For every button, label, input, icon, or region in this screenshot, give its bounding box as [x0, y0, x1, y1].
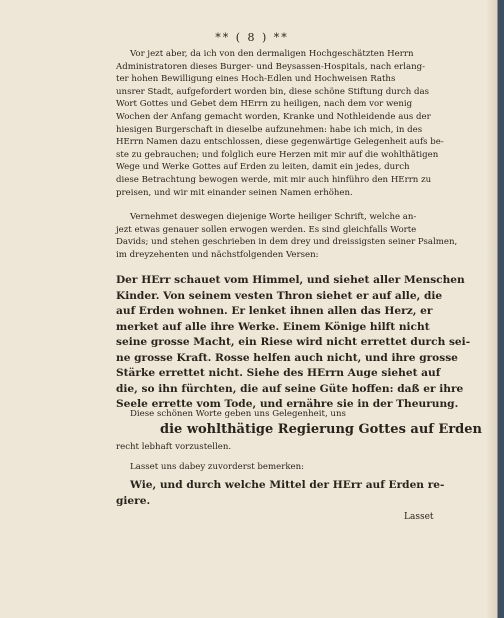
text-line: ste zu gebrauchen; und folglich eure Herzen mit mir auf die wohlthätigen	[116, 149, 439, 160]
scripture-verse	[116, 273, 471, 413]
page-number: ** ( 8 ) **	[215, 31, 289, 44]
verse-line: merket auf alle ihre Werke. Einem Könige hilft nicht	[116, 320, 430, 333]
page-edge-shadow	[486, 0, 504, 618]
text-line: im dreyzehenten und nächstfolgenden Versen:	[116, 249, 319, 260]
verse-line: Stärke errettet nicht. Siehe des HErrn Auge siehet auf	[116, 367, 441, 379]
text-line: Wort Gottes und Gebet dem HErrn zu heiligen, nach dem vor wenig	[116, 99, 413, 110]
verse-line: Kinder. Von seinem vesten Thron siehet er auf alle, die	[116, 289, 443, 302]
text-line: Wochen der Anfang gemacht worden, Kranke und Nothleidende aus der	[116, 111, 431, 122]
text-line: Lasset uns dabey zuvorderst bemerken:	[130, 462, 305, 472]
text-line: unsrer Stadt, aufgefordert worden bin, diese schöne Stiftung durch das	[116, 86, 430, 97]
question-line: giere.	[116, 494, 151, 507]
text-line: Vor jezt aber, da ich von den dermaligen Hochgeschätzten Herrn	[130, 49, 414, 59]
catchword: Lasset	[404, 512, 434, 522]
text-line: Wege und Werke Gottes auf Erden zu leiten, damit ein jedes, durch	[116, 162, 410, 173]
verse-line: die, so ihn fürchten, die auf seine Güte hoffen: daß er ihre	[116, 382, 464, 395]
verse-line: Seele errette vom Tode, und ernähre sie in der Theurung.	[116, 398, 459, 410]
text-line: Vernehmet deswegen diejenige Worte heiliger Schrift, welche an-	[130, 212, 417, 222]
lead-in-line: Diese schönen Worte geben uns Gelegenheit, uns	[130, 409, 346, 419]
text-line: jezt etwas genauer sollen erwogen werden. Es sind gleichfalls Worte	[116, 224, 417, 235]
text-line: ter hohen Bewilligung eines Hoch-Edlen und Hochweisen Raths	[116, 74, 396, 85]
verse-line: Der HErr schauet vom Himmel, und siehet aller Menschen	[116, 274, 465, 286]
question-line: Wie, und durch welche Mittel der HErr auf Erden re-	[130, 479, 445, 491]
text-line: recht lebhaft vorzustellen.	[116, 442, 232, 452]
verse-line: auf Erden wohnen. Er lenket ihnen allen das Herz, er	[116, 305, 433, 317]
question-paragraph	[116, 478, 445, 509]
theme-heading: die wohlthätige Regierung Gottes auf Erden	[160, 422, 482, 437]
text-line: hiesigen Burgerschaft in dieselbe aufzunehmen: habe ich mich, in des	[116, 124, 423, 135]
text-line: preisen, und wir mit einander seinen Namen erhöhen.	[116, 187, 353, 198]
paragraph-2	[116, 211, 458, 261]
text-line: Davids; und stehen geschrieben in dem drey und dreissigsten seiner Psalmen,	[116, 237, 458, 248]
paragraph-1	[116, 48, 444, 199]
text-line: diese Betrachtung bewogen werde, mit mir auch hinführo den HErrn zu	[116, 174, 432, 185]
text-line: HErrn Namen dazu entschlossen, diese gegenwärtige Gelegenheit aufs be-	[116, 137, 444, 148]
text-line: Administratoren dieses Burger- und Beysassen-Hospitals, nach erlang-	[116, 61, 426, 72]
verse-line: seine grosse Macht, ein Riese wird nicht errettet durch sei-	[116, 336, 471, 348]
verse-line: ne grosse Kraft. Rosse helfen auch nicht, und ihre grosse	[116, 351, 458, 364]
